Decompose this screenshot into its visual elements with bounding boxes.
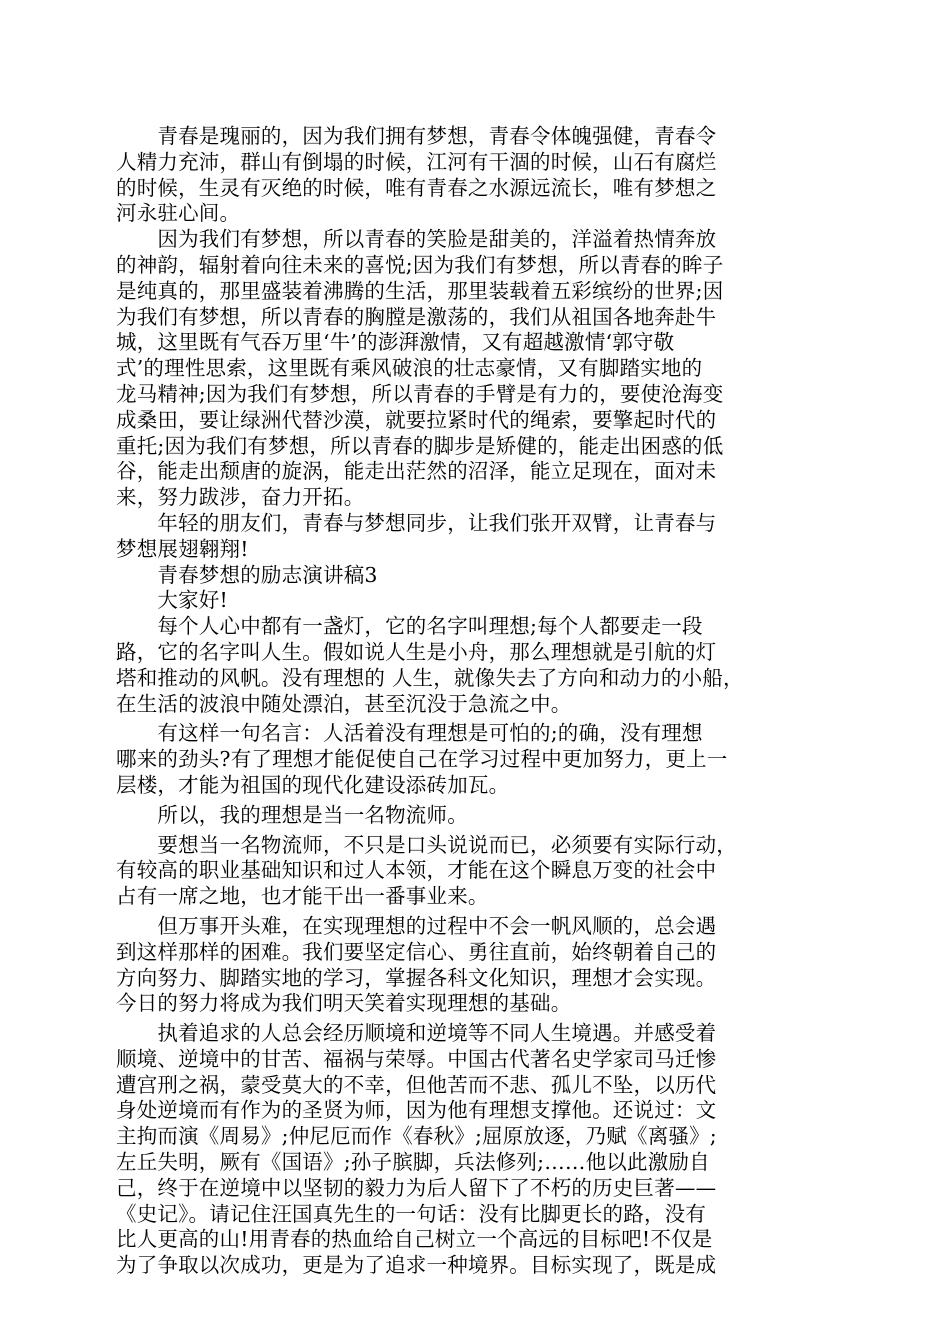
text-line: 身处逆境而有作为的圣贤为师，因为他有理想支撑他。还说过：文 xyxy=(116,1098,717,1123)
text-line: 重托;因为我们有梦想，所以青春的脚步是矫健的，能走出困惑的低 xyxy=(116,433,724,458)
text-line: 路，它的名字叫人生。假如说人生是小舟，那么理想就是引航的灯 xyxy=(116,639,717,664)
paragraph xyxy=(116,511,816,563)
paragraph xyxy=(116,614,816,717)
text-line: 来，努力跋涉，奋力开拓。 xyxy=(116,485,365,510)
text-line: 为我们有梦想，所以青春的胸膛是激荡的，我们从祖国各地奔赴牛 xyxy=(116,304,717,329)
text-line: 大家好! xyxy=(116,588,228,613)
text-line: 哪来的劲头?有了理想才能促使自己在学习过程中更加努力，更上一 xyxy=(116,747,728,772)
text-line: 所以，我的理想是当一名物流师。 xyxy=(116,802,468,827)
paragraph xyxy=(116,914,816,1017)
text-line: 己，终于在逆境中以坚韧的毅力为后人留下了不朽的历史巨著—— xyxy=(116,1175,717,1200)
text-line: 梦想展翅翱翔! xyxy=(116,536,249,561)
text-line: 今日的努力将成为我们明天笑着实现理想的基础。 xyxy=(116,991,572,1016)
text-line: 《史记》。请记住汪国真先生的一句话：没有比脚更长的路，没有 xyxy=(116,1201,707,1226)
text-line: 顺境、逆境中的甘苦、福祸与荣辱。中国古代著名史学家司马迁惨 xyxy=(116,1046,717,1071)
text-line: 到这样那样的困难。我们要坚定信心、勇往直前，始终朝着自己的 xyxy=(116,939,717,964)
text-line: 有较高的职业基础知识和过人本领，才能在这个瞬息万变的社会中 xyxy=(116,858,717,883)
paragraph xyxy=(116,803,816,829)
paragraph xyxy=(116,563,816,589)
text-line: 的时候，生灵有灭绝的时候，唯有青春之水源远流长，唯有梦想之 xyxy=(116,175,717,200)
text-line: 方向努力、脚踏实地的学习，掌握各科文化知识，理想才会实现。 xyxy=(116,965,717,990)
text-line: 因为我们有梦想，所以青春的笑脸是甜美的，洋溢着热情奔放 xyxy=(116,227,717,252)
text-line: 龙马精神;因为我们有梦想，所以青春的手臂是有力的，要使沧海变 xyxy=(116,381,724,406)
text-line: 每个人心中都有一盏灯，它的名字叫理想;每个人都要走一段 xyxy=(116,614,703,639)
text-line: 为了争取以次成功，更是为了追求一种境界。目标实现了，既是成 xyxy=(116,1253,717,1278)
text-line: 占有一席之地，也才能干出一番事业来。 xyxy=(116,884,489,909)
text-line: 但万事开头难，在实现理想的过程中不会一帆风顺的，总会遇 xyxy=(116,913,717,938)
paragraph xyxy=(116,227,816,511)
text-line: 成桑田，要让绿洲代替沙漠，就要拉紧时代的绳索，要擎起时代的 xyxy=(116,407,717,432)
text-line: 在生活的波浪中随处漂泊，甚至沉没于急流之中。 xyxy=(116,691,572,716)
text-line: 塔和推动的风帆。没有理想的 人生，就像失去了方向和动力的小船， xyxy=(116,665,744,690)
paragraph xyxy=(116,588,816,614)
text-line: 河永驻心间。 xyxy=(116,201,241,226)
text-line: 遭宫刑之祸，蒙受莫大的不幸，但他苦而不悲、孤儿不坠，以历代 xyxy=(116,1072,717,1097)
text-line: 人精力充沛，群山有倒塌的时候，江河有干涸的时候，山石有腐烂 xyxy=(116,149,717,174)
text-line: 城，这里既有气吞万里‘牛’的澎湃激情，又有超越激情‘郭守敬 xyxy=(116,330,675,355)
text-line: 年轻的朋友们，青春与梦想同步，让我们张开双臂，让青春与 xyxy=(116,510,717,535)
text-line: 要想当一名物流师，不只是口头说说而已，必须要有实际行动， xyxy=(116,832,737,857)
text-line: 式’的理性思索，这里既有乘风破浪的壮志豪情，又有脚踏实地的 xyxy=(116,356,703,381)
text-line: 有这样一句名言：人活着没有理想是可怕的;的确，没有理想 xyxy=(116,721,703,746)
paragraph xyxy=(116,1021,816,1279)
paragraph xyxy=(116,721,816,798)
text-line: 左丘失明，厥有《国语》;孙子膑脚，兵法修列;……他以此激励自 xyxy=(116,1150,710,1175)
paragraph xyxy=(116,124,816,227)
text-line: 主拘而演《周易》;仲尼厄而作《春秋》;屈原放逐，乃赋《离骚》; xyxy=(116,1124,717,1149)
document-body xyxy=(116,124,816,1279)
text-line: 青春是瑰丽的，因为我们拥有梦想，青春令体魄强健，青春令 xyxy=(116,124,717,148)
text-line: 是纯真的，那里盛装着沸腾的生活，那里装载着五彩缤纷的世界;因 xyxy=(116,278,724,303)
text-line: 执着追求的人总会经历顺境和逆境等不同人生境遇。并感受着 xyxy=(116,1021,717,1046)
text-line: 层楼，才能为祖国的现代化建设添砖加瓦。 xyxy=(116,772,510,797)
text-line: 比人更高的山!用青春的热血给自己树立一个高远的目标吧!不仅是 xyxy=(116,1227,713,1252)
text-line: 谷，能走出颓唐的旋涡，能走出茫然的沼泽，能立足现在，面对未 xyxy=(116,459,717,484)
text-line: 的神韵，辐射着向往未来的喜悦;因为我们有梦想，所以青春的眸子 xyxy=(116,252,724,277)
text-line: 青春梦想的励志演讲稿3 xyxy=(116,562,378,587)
paragraph xyxy=(116,833,816,910)
